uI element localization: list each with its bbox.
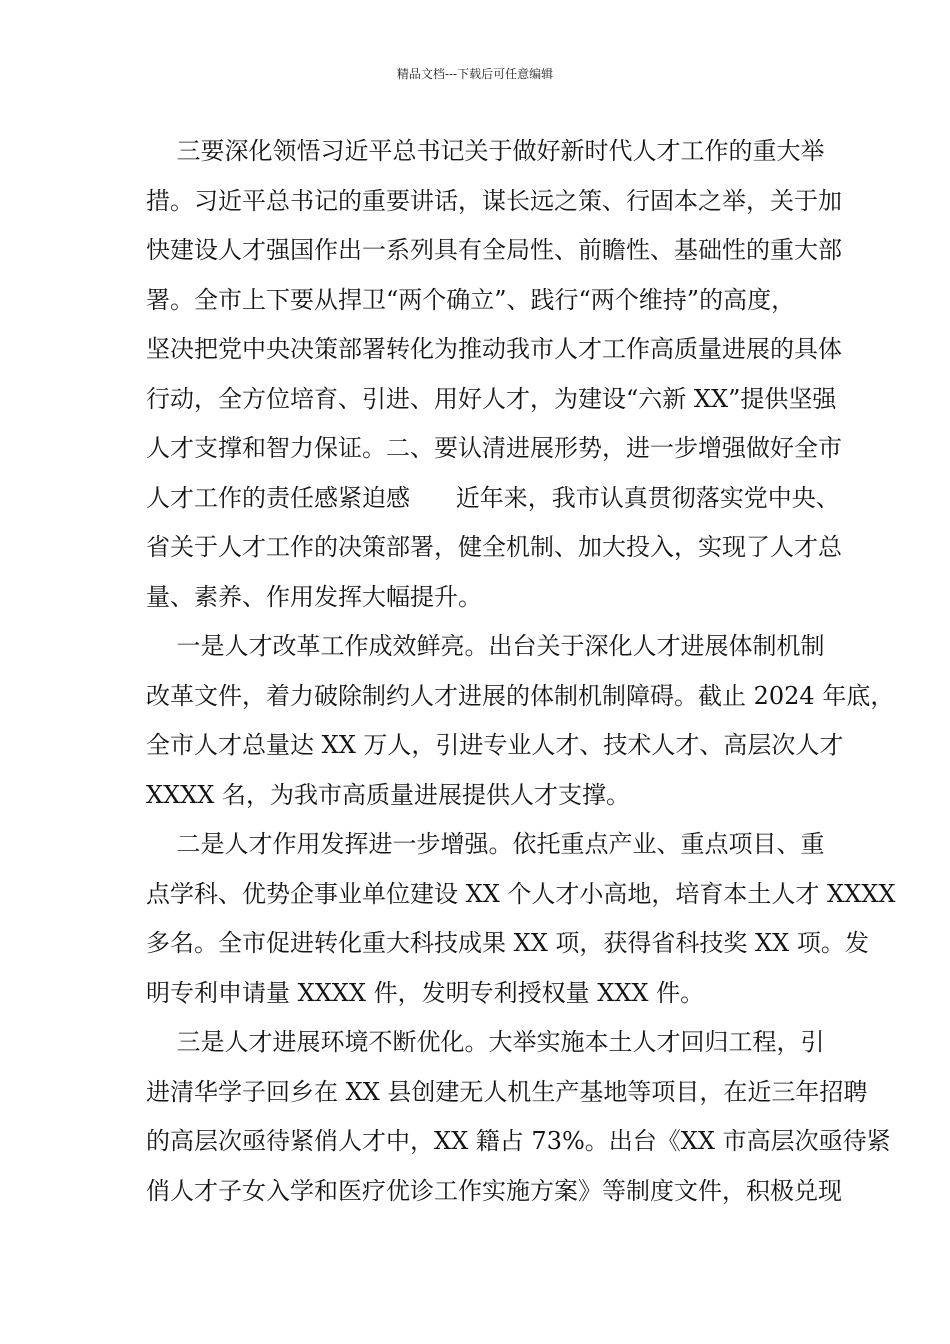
body-line: 一是人才改革工作成效鲜亮。出台关于深化人才进展体制机制 bbox=[146, 632, 825, 660]
body-line: 三要深化领悟习近平总书记关于做好新时代人才工作的重大举 bbox=[146, 137, 825, 165]
page-header: 精品文档---下载后可任意编辑 bbox=[396, 67, 554, 81]
body-line: XXXX 名，为我市高质量进展提供人才支撑。 bbox=[146, 780, 630, 809]
body-line: 人才支撑和智力保证。二、要认清进展形势，进一步增强做好全市 bbox=[146, 434, 842, 462]
body-line: 多名。全市促进转化重大科技成果 XX 项，获得省科技奖 XX 项。发 bbox=[146, 929, 869, 957]
body-line: 署。全市上下要从捍卫“两个确立”、践行“两个维持”的高度， bbox=[146, 285, 796, 314]
body-line: 二是人才作用发挥进一步增强。依托重点产业、重点项目、重 bbox=[146, 830, 825, 858]
body-line: 三是人才进展环境不断优化。大举实施本土人才回归工程，引 bbox=[146, 1028, 825, 1056]
body-line: 人才工作的责任感紧迫感 近年来，我市认真贯彻落实党中央、 bbox=[146, 483, 840, 512]
document-body bbox=[146, 131, 896, 1220]
body-line: 快建设人才强国作出一系列具有全局性、前瞻性、基础性的重大部 bbox=[146, 236, 842, 264]
body-line: 省关于人才工作的决策部署，健全机制、加大投入，实现了人才总 bbox=[146, 533, 842, 561]
body-line: 的高层次亟待紧俏人才中，XX 籍占 73%。出台《XX 市高层次亟待紧 bbox=[146, 1127, 891, 1155]
body-line: 点学科、优势企事业单位建设 XX 个人才小高地，培育本土人才 XXXX bbox=[146, 879, 896, 908]
body-line: 行动，全方位培育、引进、用好人才，为建设“六新 XX”提供坚强 bbox=[146, 384, 837, 413]
body-line: 全市人才总量达 XX 万人，引进专业人才、技术人才、高层次人才 bbox=[146, 731, 844, 759]
body-line: 坚决把党中央决策部署转化为推动我市人才工作高质量进展的具体 bbox=[146, 335, 842, 363]
body-line: 量、素养、作用发挥大幅提升。 bbox=[146, 582, 482, 611]
body-line: 明专利申请量 XXXX 件，发明专利授权量 XXX 件。 bbox=[146, 978, 705, 1007]
body-line: 进清华学子回乡在 XX 县创建无人机生产基地等项目，在近三年招聘 bbox=[146, 1077, 868, 1106]
body-line: 改革文件，着力破除制约人才进展的体制机制障碍。截止 2024 年底， bbox=[146, 681, 895, 710]
body-line: 俏人才子女入学和医疗优诊工作实施方案》等制度文件，积极兑现 bbox=[146, 1176, 842, 1205]
body-line: 措。习近平总书记的重要讲话，谋长远之策、行固本之举，关于加 bbox=[146, 186, 842, 215]
